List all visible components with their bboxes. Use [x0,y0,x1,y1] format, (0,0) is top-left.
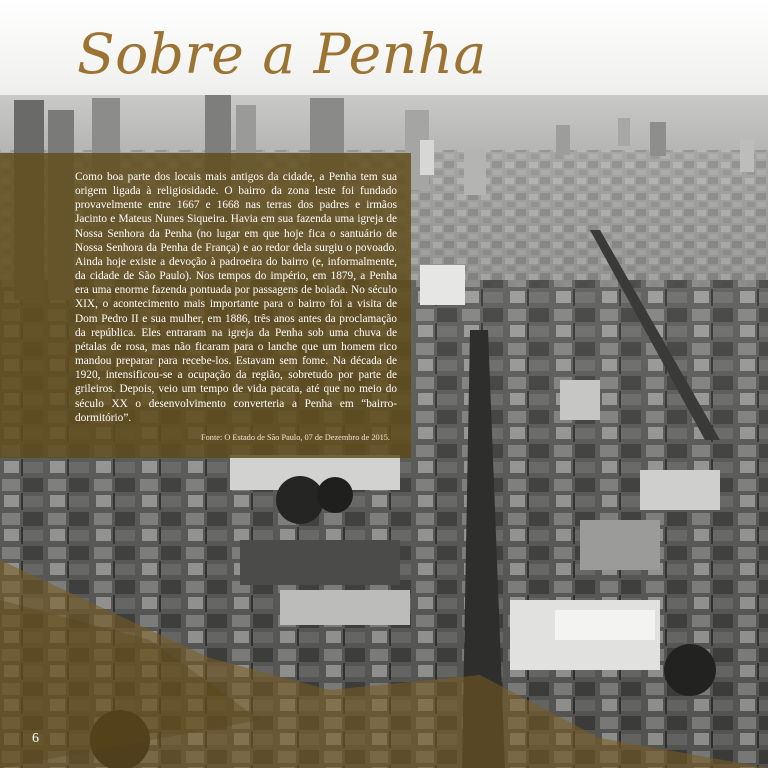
source-credit: Fonte: O Estado de São Paulo, 07 de Dezembro de 2015. [201,433,390,442]
page-title: Sobre a Penha [77,22,487,86]
page-number: 6 [32,731,39,746]
article-body: Como boa parte dos locais mais antigos da cidade, a Penha tem sua origem ligada à religiosidade. O bairro da zona leste foi fundado provavelmente entre 1667 e 1668 nas terras dos padres e irmãos Jacinto e Mateus Nunes Siqueira. Havia em sua fazenda uma igreja de Nossa Senhora da Penha (no lugar em que hoje fica o santuário de Nossa Senhora da Penha de França) e ao redor dela surgiu o povoado. Ainda hoje existe a devoção à padroeira do bairro (e, informalmente, da cidade de São Paulo). Nos tempos do império, em 1879, a Penha era uma enorme fazenda pontuada por passagens de boiada. No século XIX, o acontecimento mais importante para o bairro foi a visita de Dom Pedro II e sua mulher, em 1886, três anos antes da proclamação da república. Eles entraram na igreja da Penha sob uma chuva de pétalas de rosa, mas não ficaram para o lanche que um homem rico mandou preparar para recebe-los. Estavam sem fome. Na década de 1920, intensificou-se a ocupação da região, sobretudo por parte de grileiros. Depois, veio um tempo de vida pacata, até que no meio do século XX o desenvolvimento converteria a Penha em “bairro-dormitório”. [75,171,397,424]
